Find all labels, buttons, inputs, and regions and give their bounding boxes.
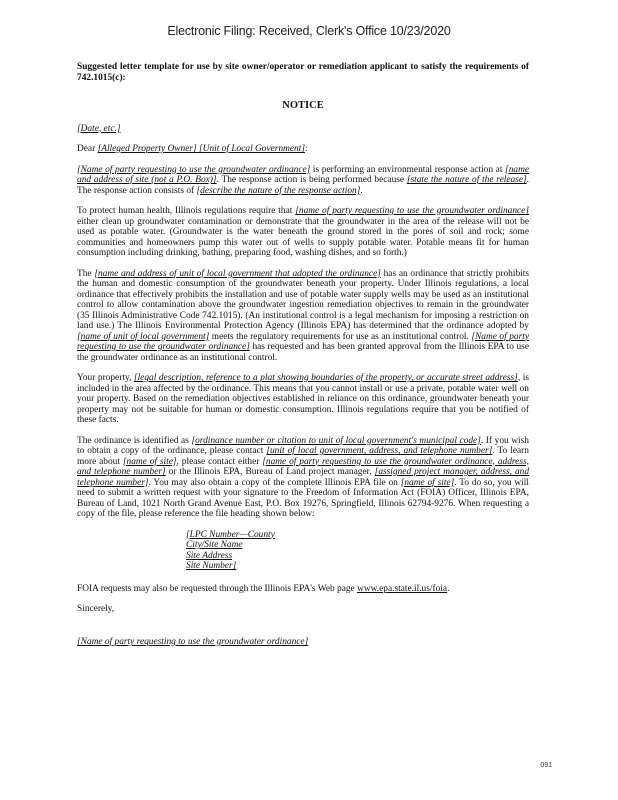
placeholder: [name of party requesting to use the groundwater ordinance, address, and telephone number]	[77, 456, 529, 477]
salutation	[77, 144, 529, 155]
placeholder: [name of site]	[400, 477, 455, 488]
placeholder: [describe the nature of the response action]	[196, 185, 361, 196]
notice-title: NOTICE	[282, 100, 324, 111]
placeholder: [Name of party requesting to use the groundwater ordinance]	[77, 331, 529, 352]
text: The ordinance is identified as	[77, 435, 192, 446]
file-heading-line: Site Address	[186, 550, 233, 561]
text: . You may also obtain a copy of the complete Illinois EPA file on	[148, 477, 401, 488]
text: or the Illinois EPA, Bureau of Land project manager,	[165, 467, 375, 477]
placeholder: [legal description, reference to a plat showing boundaries of the property, or accurate street address]	[133, 373, 518, 383]
text: meets the regulatory requirements for use as an institutional control.	[209, 331, 472, 342]
signature-line	[77, 637, 529, 648]
text: .	[447, 583, 450, 594]
date-line	[77, 124, 529, 135]
date-placeholder: [Date, etc.]	[77, 123, 121, 134]
placeholder: [name and address of site (not a P.O. Box)]	[77, 164, 530, 185]
text: . To do so, you will need to submit a written request with your signature to the Freedom of Information Act (FOIA) Officer, Illinois EPA, Bureau of Land, 1021 North Grand Avenue East, P.O. Box 19276, Springfield, Illinois 62794-9276. When requesting a copy of the file, please reference the file heading shown below:	[77, 477, 530, 519]
placeholder: [Name of party requesting to use the groundwater ordinance]	[77, 164, 311, 175]
text: . The response action is being performed because	[216, 175, 407, 185]
text: The	[77, 268, 95, 279]
placeholder: [assigned project manager, address, and telephone number]	[77, 467, 530, 488]
recipient-placeholder: [Alleged Property Owner] [Unit of Local Government]	[97, 144, 306, 154]
placeholder: [unit of local government, address, and telephone number]	[266, 446, 493, 456]
placeholder: [name and address of unit of local government that adopted the ordinance]	[94, 268, 381, 279]
placeholder: [state the nature of the release]	[406, 175, 527, 185]
paragraph-ordinance-identified	[77, 436, 529, 520]
salutation-tail: :	[305, 144, 308, 154]
paragraph-response-action	[77, 165, 529, 197]
placeholder: [name of unit of local government]	[77, 331, 210, 342]
foia-link[interactable]: www.epa.state.il.us/foia	[357, 583, 448, 594]
text: , please contact either	[176, 456, 263, 467]
closing: Sincerely,	[77, 604, 115, 615]
paragraph-ordinance	[77, 269, 529, 364]
text: has an ordinance that strictly prohibits the human and domestic consumption of the groundwater beneath your property. Under Illinois regulations, a local ordinance that effectively prohibits the installation and use of potable water supply wells may be used as an institutional control to allow contamination above the groundwater ingestion remediation objectives to remain in the groundwater (35 Illinois Administrative Code 742.1015). (An institutional control is a legal mechanism for imposing a restriction on land use.) The Illinois Environmental Protection Agency (Illinois EPA) has determined that the ordinance adopted by	[77, 268, 529, 331]
template-intro: Suggested letter template for use by site owner/operator or remediation applicant to satisfy the requirements of 742.1015(c):	[77, 62, 529, 83]
text: FOIA requests may also be requested through the Illinois EPA's Web page	[77, 583, 358, 594]
salutation-lead: Dear	[77, 144, 98, 154]
text: has requested and has been granted approval from the Illinois EPA to use the groundwater ordinance as an institutional control.	[77, 342, 529, 363]
text: . To learn more about	[77, 446, 529, 467]
file-heading-line: City/Site Name	[186, 540, 243, 551]
placeholder: [name of site]	[122, 456, 177, 467]
file-heading-line: [LPC Number—County	[186, 529, 275, 540]
text: either clean up groundwater contamination or demonstrate that the groundwater in the area of the release will not be used as potable water. (Groundwater is the water beneath the ground stored in the pores of soil and rock; some communities and homeowners pump this water out of wells to supply potable water. Potable means fit for human consumption including drinking, bathing, preparing food, washing dishes, and so forth.)	[77, 216, 529, 258]
paragraph-human-health	[77, 206, 529, 259]
text: . If you wish to obtain a copy of the ordinance, please contact	[77, 435, 529, 456]
text: . The response action consists of	[77, 175, 529, 196]
notice-letter	[77, 62, 529, 657]
text: Your property,	[77, 373, 134, 383]
text: To protect human health, Illinois regulations require that	[77, 206, 296, 216]
placeholder: [name of party requesting to use the groundwater ordinance]	[295, 206, 529, 216]
page-number: 091	[540, 762, 552, 769]
file-heading-block	[186, 530, 529, 572]
placeholder: [ordinance number or citation to unit of local government's municipal code]	[191, 435, 481, 446]
paragraph-foia	[77, 584, 529, 595]
paragraph-your-property	[77, 373, 529, 426]
file-heading-line: Site Number]	[186, 561, 237, 572]
text: is performing an environmental response action at	[310, 164, 506, 175]
text: , is included in the area affected by the ordinance. This means that you cannot install or use a private, potable water well on your property. Based on the remediation objectives established in reliance on this ordinance, groundwater beneath your property may not be suitable for human or domestic consumption. Illinois regulations require that you be notified of these facts.	[77, 373, 529, 425]
text: .	[360, 185, 363, 196]
signature-placeholder: [Name of party requesting to use the groundwater ordinance]	[77, 636, 309, 647]
electronic-filing-header: Electronic Filing: Received, Clerk's Office 10/23/2020	[167, 24, 451, 38]
